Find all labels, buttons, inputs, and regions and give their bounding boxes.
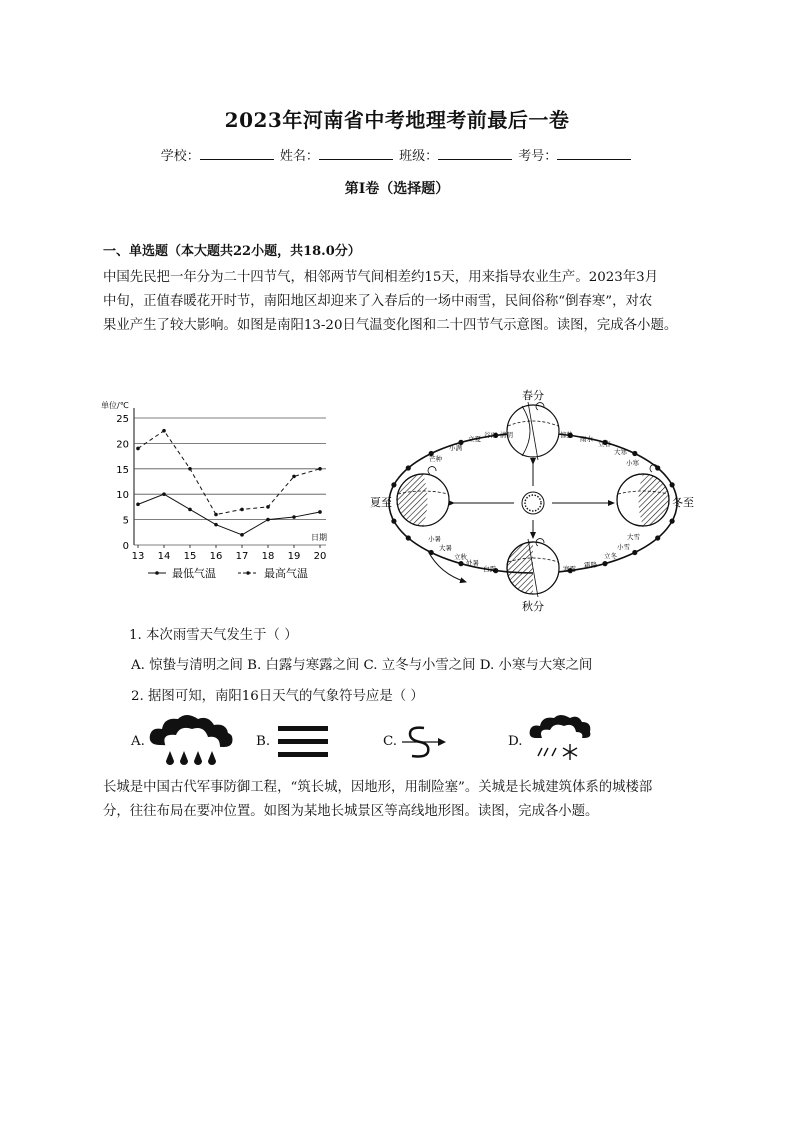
option-b-label: B.: [256, 734, 271, 749]
x-tick-label: 14: [157, 551, 171, 562]
sandstorm-symbol-icon[interactable]: [400, 722, 450, 760]
label-winter: 冬至: [672, 496, 694, 509]
min-temp-point: [214, 523, 218, 527]
chart-plot: [116, 408, 326, 562]
solar-term-dot: [669, 519, 674, 524]
term-label: 寒露: [563, 565, 576, 573]
legend-max-label: 最高气温: [264, 567, 308, 580]
max-temp-point: [162, 429, 166, 433]
name-label: 姓名：: [279, 149, 319, 164]
min-temp-point: [240, 533, 244, 537]
earth-winter: [617, 474, 669, 526]
y-tick-label: 20: [116, 439, 129, 451]
x-tick-label: 18: [261, 551, 275, 562]
solar-term-dot: [655, 535, 660, 540]
y-tick-label: 10: [116, 490, 129, 502]
min-temp-point: [266, 518, 270, 522]
x-tick-label: 20: [313, 551, 327, 562]
max-temp-point: [240, 508, 244, 512]
legend-min-label: 最低气温: [172, 567, 216, 580]
solar-term-dot: [406, 535, 411, 540]
question-2: 2. 据图可知，南阳16日天气的气象符号应是（ ）: [131, 689, 424, 704]
earth-autumn: [507, 539, 559, 597]
term-label: 立冬: [604, 552, 617, 560]
term-label: 小暑: [428, 535, 441, 543]
solar-term-dot: [632, 550, 637, 555]
label-autumn: 秋分: [522, 600, 544, 613]
term-label: 白露: [483, 565, 496, 573]
class-label: 班级：: [399, 149, 439, 164]
rotation-arrow-icon: [428, 467, 436, 474]
solar-term-dot: [406, 465, 411, 470]
min-temp-point: [162, 492, 166, 496]
intro-paragraph: [103, 266, 703, 338]
section-title: 第I卷（选择题）: [344, 181, 450, 197]
term-label: 雨水: [580, 435, 593, 443]
part-heading: 一、单选题（本大题共22小题，共18.0分）: [103, 244, 361, 259]
solar-term-dot: [391, 519, 396, 524]
term-label: 清明: [500, 431, 513, 439]
max-temp-point: [292, 475, 296, 479]
solar-term-dot: [669, 482, 674, 487]
question-1: 1. 本次雨雪天气发生于（ ）: [129, 628, 298, 643]
exam-no-label: 考号：: [518, 149, 558, 164]
sun-icon: [522, 492, 544, 514]
exam-no-blank[interactable]: [557, 147, 631, 160]
min-temp-point: [188, 508, 192, 512]
passage-2: [103, 776, 723, 824]
x-tick-label: 19: [287, 551, 301, 562]
term-label: 芒种: [429, 455, 442, 463]
earth-spring: [507, 402, 559, 460]
max-temp-point: [136, 447, 140, 451]
term-label: 立夏: [468, 435, 481, 443]
sleet-symbol-icon[interactable]: [526, 712, 594, 764]
term-label: 小满: [449, 444, 462, 452]
term-label: 大暑: [439, 544, 452, 552]
x-tick-label: 13: [131, 551, 145, 562]
x-tick-label: 16: [209, 551, 223, 562]
y-tick-label: 5: [122, 515, 129, 527]
name-blank[interactable]: [319, 147, 393, 160]
term-label: 霜降: [584, 561, 597, 569]
term-label: 大寒: [614, 448, 627, 456]
fog-symbol-icon[interactable]: [276, 724, 330, 760]
term-label: 小寒: [626, 459, 639, 467]
min-temp-point: [318, 510, 322, 514]
intro-line: 果业产生了较大影响。如图是南阳13-20日气温变化图和二十四节气示意图。读图，完成各小题。: [103, 318, 678, 333]
option-d-label: D.: [508, 734, 523, 749]
option-c-label: C.: [383, 734, 398, 749]
solar-term-dot: [602, 561, 607, 566]
term-label: 谷雨: [484, 431, 497, 439]
temperature-chart: [98, 392, 338, 588]
x-tick-label: 17: [235, 551, 249, 562]
min-temp-point: [136, 503, 140, 507]
heavy-rain-symbol-icon[interactable]: [146, 713, 238, 765]
option-a-label: A.: [131, 734, 145, 749]
legend-min-marker: [155, 571, 159, 575]
label-summer: 夏至: [370, 496, 392, 509]
earth-summer: [397, 474, 449, 526]
x-tick-label: 15: [183, 551, 197, 562]
question-1-options: A. 惊蛰与清明之间 B. 白露与寒露之间 C. 立冬与小雪之间 D. 小寒与大寒之间: [131, 658, 593, 673]
min-temp-point: [292, 515, 296, 519]
max-temp-point: [318, 467, 322, 471]
school-label: 学校：: [160, 149, 200, 164]
term-label: 大雪: [627, 533, 640, 541]
school-blank[interactable]: [200, 147, 274, 160]
passage-line: 长城是中国古代军事防御工程，“筑长城，因地形，用制险塞”。关城是长城建筑体系的城楼部: [103, 780, 653, 795]
series-min-line: [138, 494, 320, 535]
passage-line: 分，往往布局在要冲位置。如图为某地长城景区等高线地形图。读图，完成各小题。: [103, 804, 599, 819]
chart-ylabel: 单位/℃: [101, 401, 129, 410]
solar-term-dot: [632, 451, 637, 456]
max-temp-point: [214, 513, 218, 517]
y-tick-label: 0: [122, 541, 129, 552]
solar-term-dot: [391, 482, 396, 487]
legend-max-marker: [246, 571, 250, 575]
y-tick-label: 25: [116, 414, 129, 425]
chart-xlabel: 日期: [311, 533, 327, 542]
term-label: 立秋: [454, 553, 467, 561]
term-label: 惊蛰: [560, 431, 573, 439]
term-label: 小雪: [617, 543, 630, 551]
max-temp-point: [188, 467, 192, 471]
intro-line: 中国先民把一年分为二十四节气，相邻两节气间相差约15天，用来指导农业生产。2023年3月: [103, 270, 659, 285]
student-info-row: [0, 145, 794, 164]
term-label: 处暑: [466, 559, 479, 567]
intro-line: 中旬，正值春暖花开时节，南阳地区却迎来了入春后的一场中雨雪，民间俗称“倒春寒”，对农: [103, 294, 653, 309]
max-temp-point: [266, 505, 270, 509]
y-tick-label: 15: [116, 464, 129, 476]
class-blank[interactable]: [438, 147, 512, 160]
solar-term-dot: [458, 561, 463, 566]
term-label: 立春: [598, 440, 611, 448]
solar-terms-diagram: [362, 388, 707, 616]
label-spring: 春分: [522, 389, 544, 402]
exam-title: 2023年河南省中考地理考前最后一卷: [224, 108, 570, 132]
